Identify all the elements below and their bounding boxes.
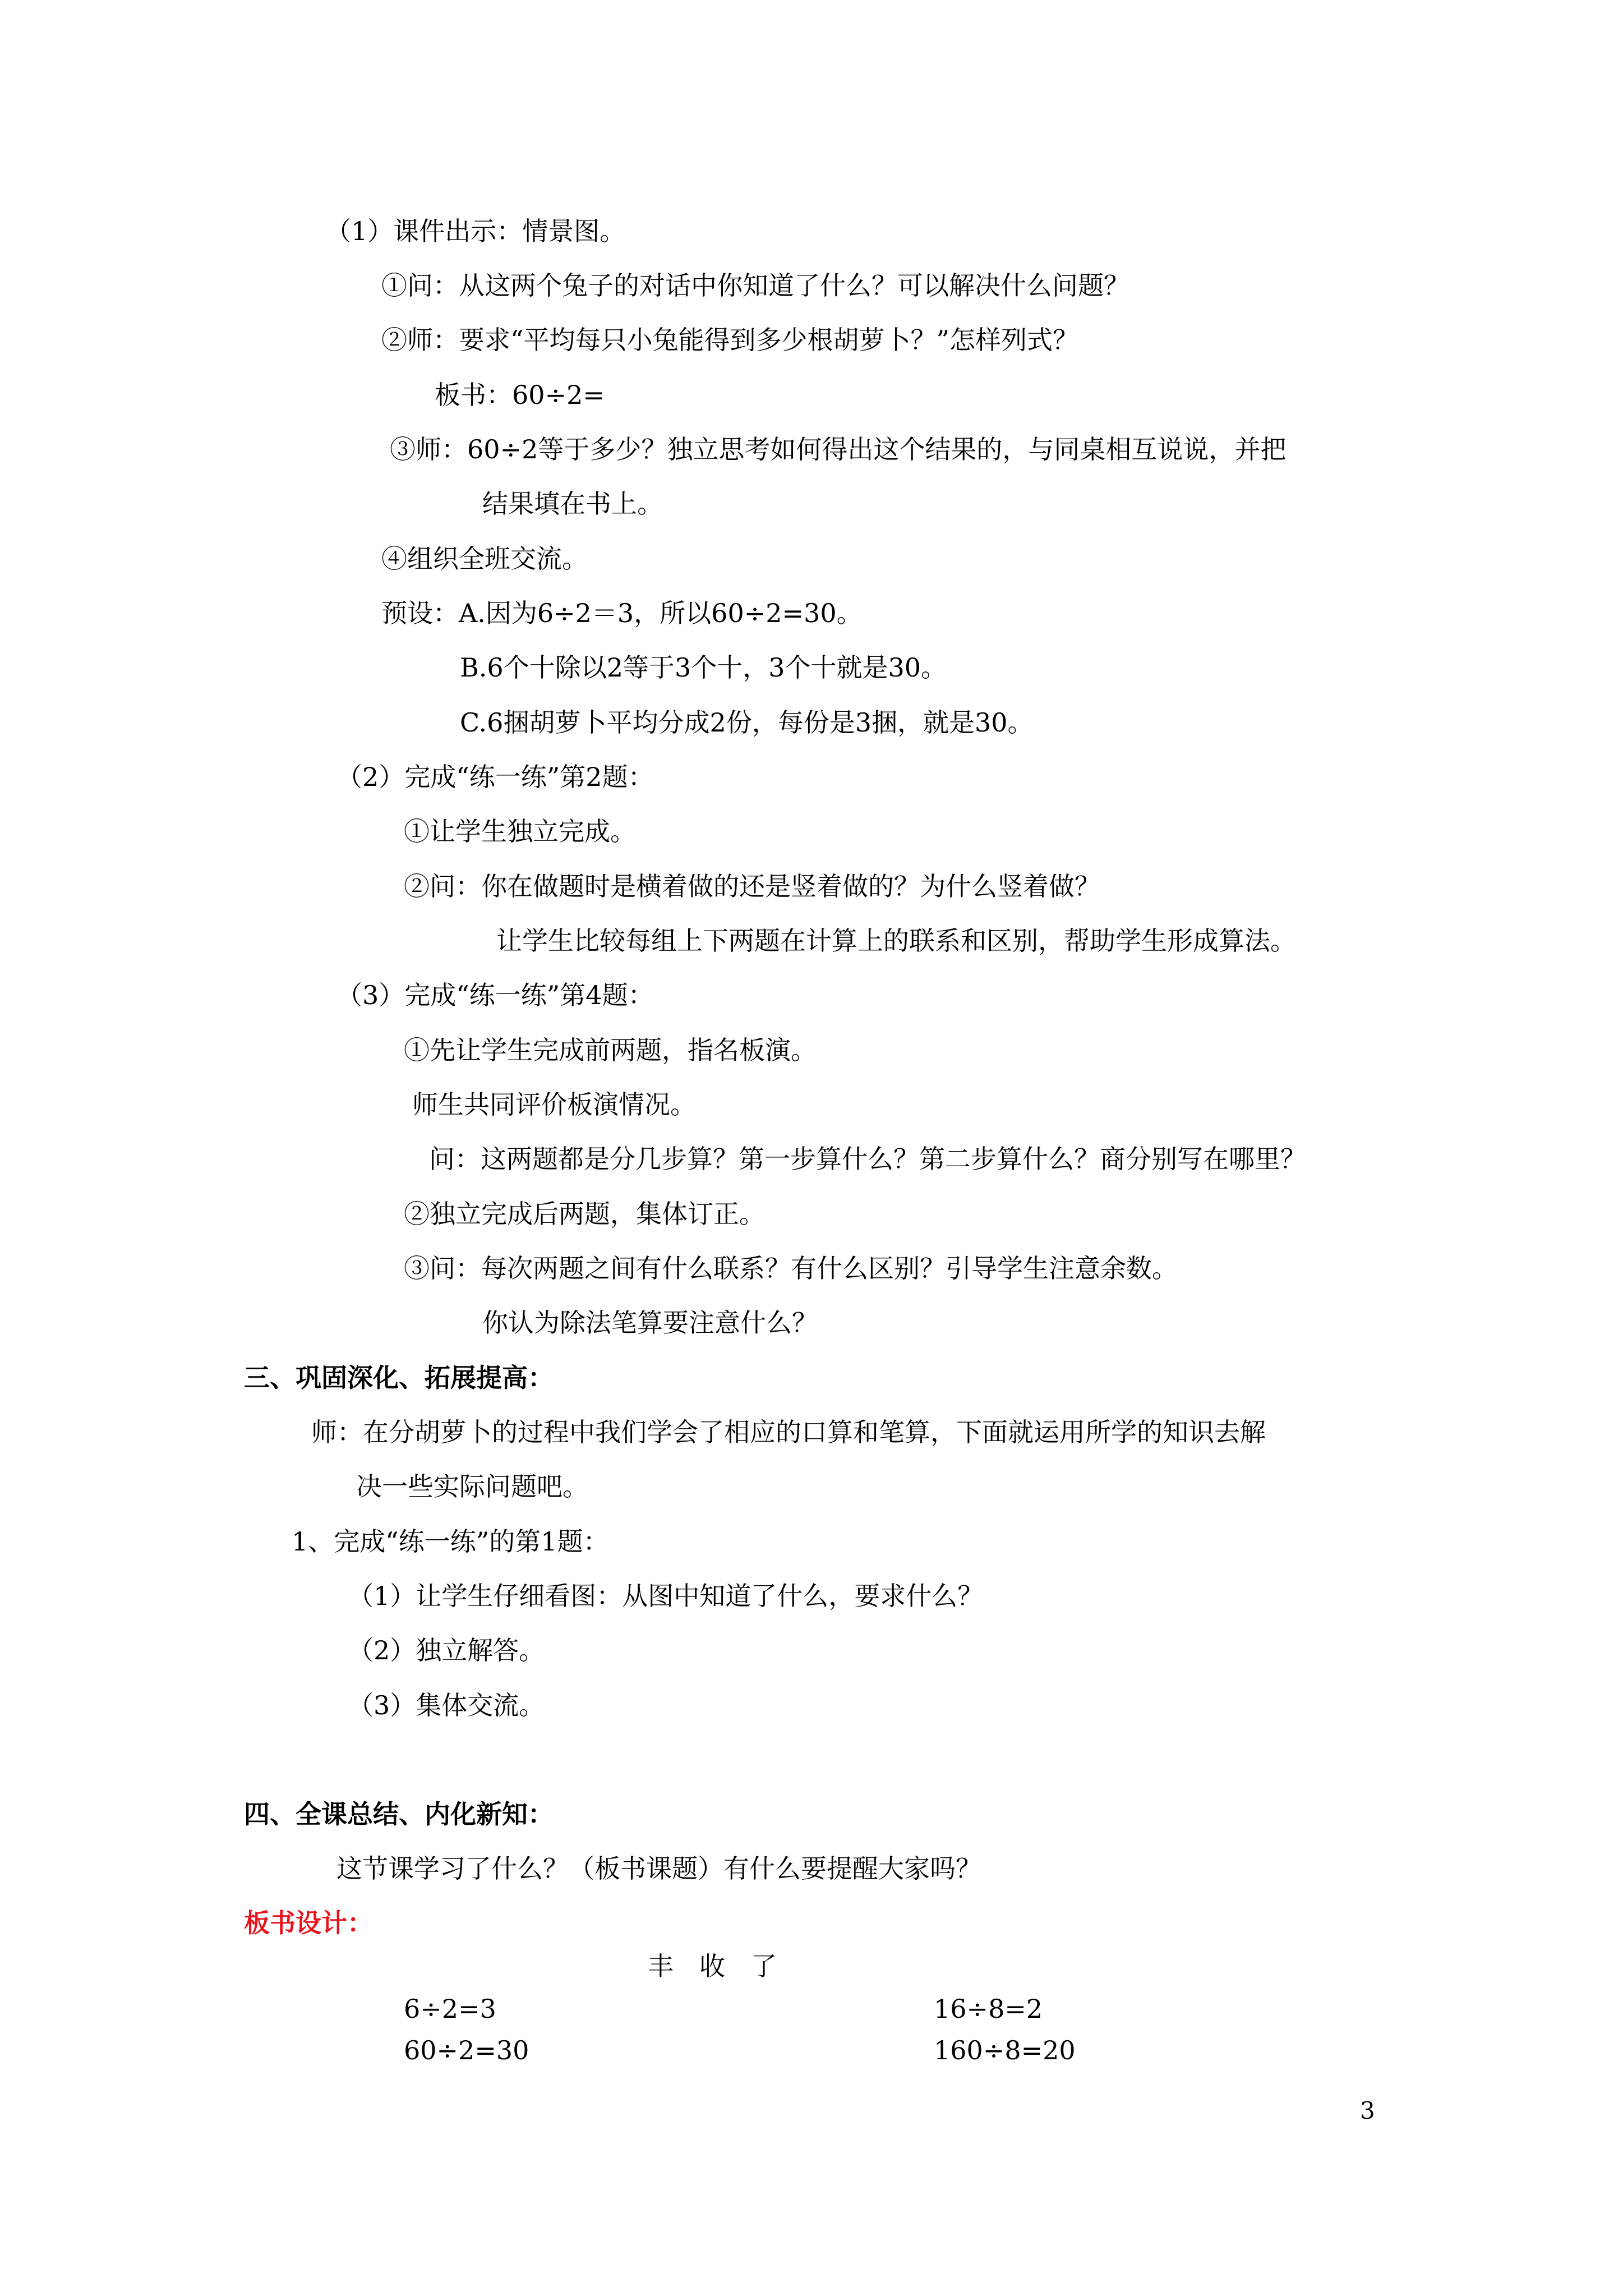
text-line: B.6个十除以2等于3个十，3个十就是30。	[460, 652, 947, 683]
text-line: 预设：A.因为6÷2＝3，所以60÷2=30。	[381, 598, 863, 628]
text-line: ①先让学生完成前两题，指名板演。	[404, 1035, 817, 1065]
text-line: 板书：60÷2=	[435, 380, 605, 410]
text-line: ①让学生独立完成。	[404, 816, 636, 846]
text-line: （2）独立解答。	[348, 1635, 545, 1665]
section-heading: 四、全课总结、内化新知：	[244, 1799, 554, 1829]
text-line: 决一些实际问题吧。	[356, 1471, 588, 1502]
text-line: ④组织全班交流。	[381, 544, 588, 574]
text-line: 结果填在书上。	[482, 489, 663, 519]
board-equation: 160÷8=20	[934, 2035, 1076, 2065]
board-equation: 6÷2=3	[404, 1994, 496, 2024]
text-line: （1）让学生仔细看图：从图中知道了什么，要求什么？	[348, 1581, 984, 1611]
text-line: ①问：从这两个兔子的对话中你知道了什么？可以解决什么问题？	[381, 270, 1129, 301]
board-title: 丰 收 了	[648, 1951, 777, 1981]
text-line: 师：在分胡萝卜的过程中我们学会了相应的口算和笔算，下面就运用所学的知识去解	[311, 1417, 1266, 1447]
page-number: 3	[1360, 2097, 1375, 2124]
text-line: （2）完成“练一练”第2题：	[336, 762, 654, 792]
text-line: 这节课学习了什么？（板书课题）有什么要提醒大家吗？	[336, 1853, 981, 1884]
text-line: ③问：每次两题之间有什么联系？有什么区别？引导学生注意余数。	[404, 1253, 1178, 1283]
text-line: 让学生比较每组上下两题在计算上的联系和区别，帮助学生形成算法。	[496, 926, 1296, 956]
section-heading: 三、巩固深化、拓展提高：	[244, 1363, 554, 1393]
text-line: （1）课件出示：情景图。	[325, 216, 626, 246]
text-line: （3）完成“练一练”第4题：	[336, 980, 654, 1010]
text-line: ②问：你在做题时是横着做的还是竖着做的？为什么竖着做？	[404, 871, 1100, 901]
text-line: C.6捆胡萝卜平均分成2份，每份是3捆，就是30。	[460, 707, 1034, 738]
text-line: （3）集体交流。	[348, 1690, 545, 1720]
board-equation: 16÷8=2	[934, 1994, 1043, 2024]
text-line: ③师：60÷2等于多少？独立思考如何得出这个结果的，与同桌相互说说，并把	[390, 434, 1287, 464]
board-equation: 60÷2=30	[404, 2035, 529, 2065]
text-line: 1、完成“练一练”的第1题：	[292, 1526, 609, 1557]
text-line: 问：这两题都是分几步算？第一步算什么？第二步算什么？商分别写在哪里？	[429, 1144, 1306, 1174]
text-line: ②师：要求“平均每只小兔能得到多少根胡萝卜？”怎样列式？	[381, 325, 1079, 355]
text-line: 你认为除法笔算要注意什么？	[482, 1308, 818, 1338]
text-line: 师生共同评价板演情况。	[412, 1089, 696, 1120]
board-design-heading: 板书设计：	[244, 1908, 373, 1938]
text-line: ②独立完成后两题，集体订正。	[404, 1199, 765, 1229]
